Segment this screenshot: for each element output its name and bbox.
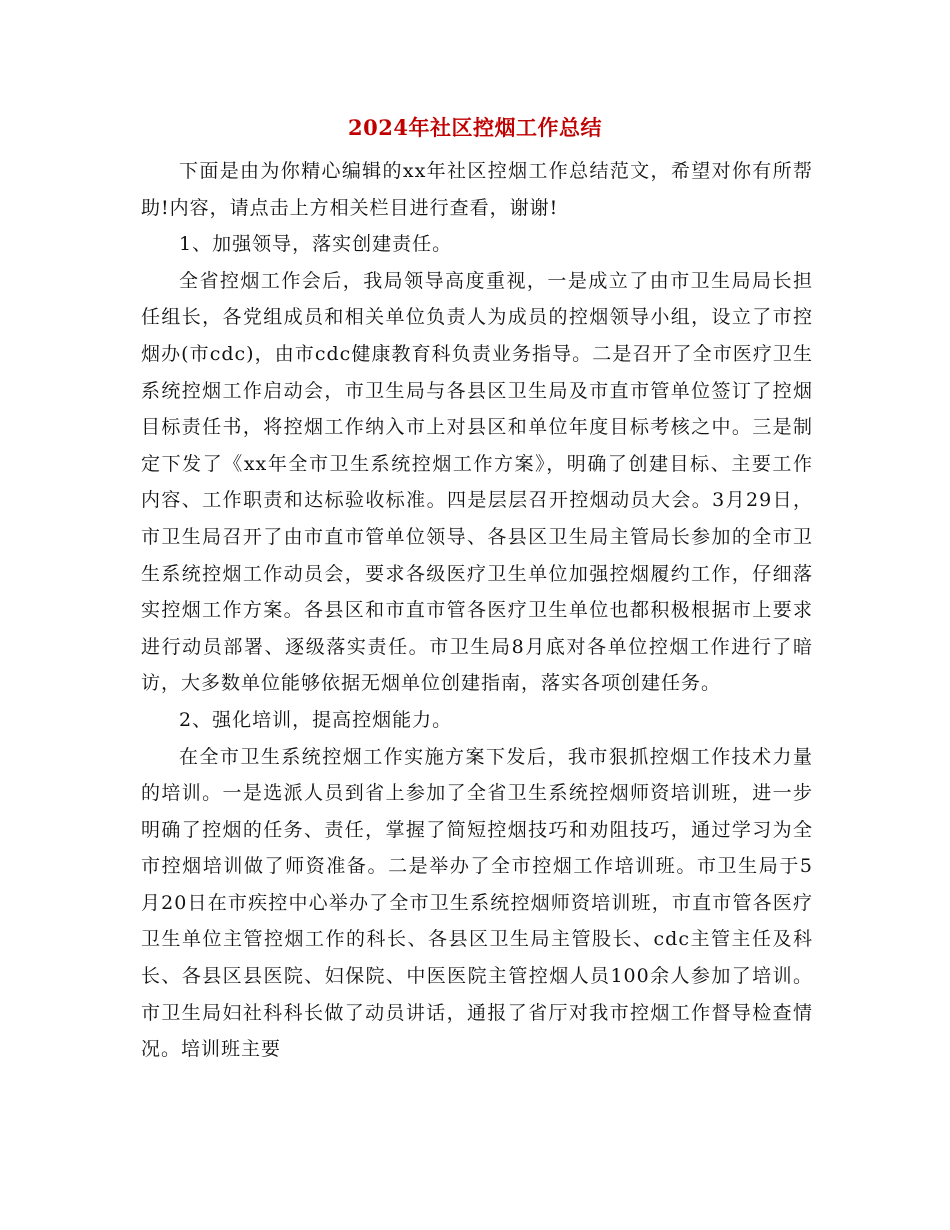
paragraph-training: 在全市卫生系统控烟工作实施方案下发后，我市狠抓控烟工作技术力量的培训。一是选派人员到省上参加了全省卫生系统控烟师资培训班，进一步明确了控烟的任务、责任，掌握了简短控烟技巧和劝阻技巧，通过学习为全市控烟培训做了师资准备。二是举办了全市控烟工作培训班。市卫生局于5月20日在市疾控中心举办了全市卫生系统控烟师资培训班，市直市管各医疗卫生单位主管控烟工作的科长、各县区卫生局主管股长、cdc主管主任及科长、各县区县医院、妇保院、中医医院主管控烟人员100余人参加了培训。市卫生局妇社科科长做了动员讲话，通报了省厅对我市控烟工作督导检查情况。培训班主要	[141, 745, 813, 1061]
paragraph-heading-2: 2、强化培训，提高控烟能力。	[179, 708, 453, 731]
paragraph-intro: 下面是由为你精心编辑的xx年社区控烟工作总结范文，希望对你有所帮助!内容，请点击上方相关栏目进行查看，谢谢!	[141, 160, 813, 219]
document-title: 2024年社区控烟工作总结	[348, 115, 602, 140]
paragraph-leadership: 全省控烟工作会后，我局领导高度重视，一是成立了由市卫生局局长担任组长，各党组成员和相关单位负责人为成员的控烟领导小组，设立了市控烟办(市cdc)，由市cdc健康教育科负责业务指导。二是召开了全市医疗卫生系统控烟工作启动会，市卫生局与各县区卫生局及市直市管单位签订了控烟目标责任书，将控烟工作纳入市上对县区和单位年度目标考核之中。三是制定下发了《xx年全市卫生系统控烟工作方案》，明确了创建目标、主要工作内容、工作职责和达标验收标准。四是层层召开控烟动员大会。3月29日，市卫生局召开了由市直市管单位领导、各县区卫生局主管局长参加的全市卫生系统控烟工作动员会，要求各级医疗卫生单位加强控烟履约工作，仔细落实控烟工作方案。各县区和市直市管各医疗卫生单位也都积极根据市上要求进行动员部署、逐级落实责任。市卫生局8月底对各单位控烟工作进行了暗访，大多数单位能够依据无烟单位创建指南，落实各项创建任务。	[141, 269, 813, 695]
document-body	[141, 153, 813, 1068]
paragraph-heading-1: 1、加强领导，落实创建责任。	[179, 233, 453, 256]
